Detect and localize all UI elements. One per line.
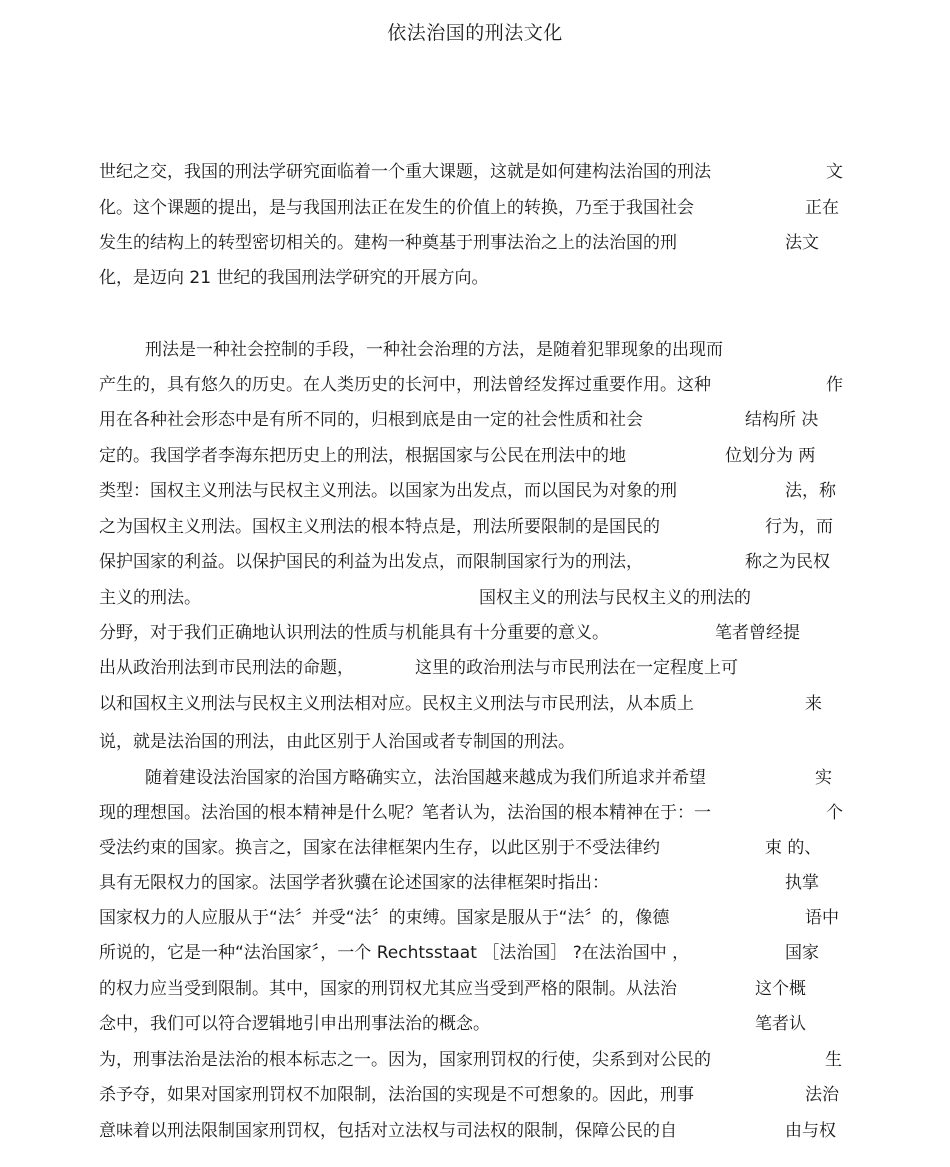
text-line bbox=[99, 1083, 843, 1107]
line-text: 的权力应当受到限制。其中，国家的刑罚权尤其应当受到严格的限制。从法治 bbox=[99, 979, 677, 999]
line-text: 具有无限权力的国家。法国学者狄骥在论述国家的法律框架时指出： bbox=[99, 873, 609, 893]
line-text: 以和国权主义刑法与民权主义刑法相对应。民权主义刑法与市民刑法，从本质上 bbox=[99, 694, 694, 714]
line-text: 主义的刑法。 bbox=[99, 588, 201, 608]
line-text-tail: 作 bbox=[826, 375, 843, 395]
line-text-tail: 笔者曾经提 bbox=[715, 623, 800, 643]
line-text-tail: 称之为民权 bbox=[745, 552, 830, 572]
line-text-tail: 法，称 bbox=[785, 481, 836, 501]
line-text: 现的理想国。法治国的根本精神是什么呢？笔者认为，法治国的根本精神在于：一 bbox=[99, 803, 711, 823]
text-line bbox=[99, 871, 843, 895]
line-text: 类型：国权主义刑法与民权主义刑法。以国家为出发点，而以国民为对象的刑 bbox=[99, 481, 677, 501]
text-line bbox=[99, 444, 843, 468]
line-text: 意味着以刑法限制国家刑罚权，包括对立法权与司法权的限制，保障公民的自 bbox=[99, 1121, 677, 1141]
line-text-tail: 生 bbox=[825, 1050, 842, 1070]
text-line bbox=[99, 801, 843, 825]
line-text-tail: 笔者认 bbox=[755, 1014, 806, 1034]
line-text: 国家权力的人应服从于“法〞并受“法〞的束缚。国家是服从于“法〞的，像德 bbox=[99, 908, 670, 928]
line-text: 化。这个课题的提出，是与我国刑法正在发生的价值上的转换，乃至于我国社会 bbox=[99, 198, 694, 218]
line-text-tail: 结构所 决 bbox=[745, 410, 819, 430]
line-text: 保护国家的利益。以保护国民的利益为出发点，而限制国家行为的刑法， bbox=[99, 552, 643, 572]
text-line bbox=[99, 766, 843, 790]
line-text-tail: 执掌 bbox=[785, 873, 819, 893]
line-text-tail: 国权主义的刑法与民权主义的刑法的 bbox=[479, 588, 751, 608]
line-text: 之为国权主义刑法。国权主义刑法的根本特点是，刑法所要限制的是国民的 bbox=[99, 517, 660, 537]
line-text-tail: 国家 bbox=[785, 943, 819, 963]
line-text-tail: 来 bbox=[805, 694, 822, 714]
text-line bbox=[99, 1119, 843, 1143]
line-text: 受法约束的国家。换言之，国家在法律框架内生存，以此区别于不受法律约 bbox=[99, 838, 660, 858]
text-line bbox=[99, 941, 843, 965]
text-line bbox=[99, 550, 843, 574]
document-title: 依法治国的刑法文化 bbox=[387, 22, 563, 44]
line-text-tail: 这里的政治刑法与市民刑法在一定程度上可 bbox=[415, 658, 738, 678]
line-text-tail: 实 bbox=[815, 768, 832, 788]
text-line bbox=[99, 1012, 843, 1036]
text-line bbox=[99, 266, 843, 290]
text-line bbox=[99, 836, 843, 860]
line-text: 念中，我们可以符合逻辑地引申出刑事法治的概念。 bbox=[99, 1014, 490, 1034]
line-text: 世纪之交，我国的刑法学研究面临着一个重大课题，这就是如何建构法治国的刑法 bbox=[99, 162, 711, 182]
text-line bbox=[99, 515, 843, 539]
line-text: 发生的结构上的转型密切相关的。建构一种奠基于刑事法治之上的法治国的刑 bbox=[99, 233, 677, 253]
line-text-tail: 位划分为 两 bbox=[725, 446, 816, 466]
text-line bbox=[99, 656, 843, 680]
text-line bbox=[99, 977, 843, 1001]
text-line bbox=[99, 160, 843, 184]
text-line bbox=[99, 196, 843, 220]
line-text: 产生的，具有悠久的历史。在人类历史的长河中，刑法曾经发挥过重要作用。这种 bbox=[99, 375, 711, 395]
text-line bbox=[99, 692, 843, 716]
text-line bbox=[99, 906, 843, 930]
line-text: 定的。我国学者李海东把历史上的刑法，根据国家与公民在刑法中的地 bbox=[99, 446, 626, 466]
line-text-tail: 法文 bbox=[785, 233, 819, 253]
text-line bbox=[99, 621, 843, 645]
line-text-tail: 文 bbox=[826, 162, 843, 182]
line-text-tail: 束 的、 bbox=[765, 838, 822, 858]
line-text-tail: 这个概 bbox=[755, 979, 806, 999]
line-text-tail: 法治 bbox=[805, 1085, 839, 1105]
text-line bbox=[99, 586, 843, 610]
text-line bbox=[99, 408, 843, 432]
text-line bbox=[99, 1048, 843, 1072]
line-text: 杀予夺，如果对国家刑罚权不加限制，法治国的实现是不可想象的。因此，刑事 bbox=[99, 1085, 694, 1105]
text-line bbox=[99, 730, 843, 754]
line-text: 化，是迈向 21 世纪的我国刑法学研究的开展方向。 bbox=[99, 268, 489, 288]
line-text: 分野，对于我们正确地认识刑法的性质与机能具有十分重要的意义。 bbox=[99, 623, 609, 643]
line-text-tail: 正在 bbox=[805, 198, 839, 218]
line-text: 说，就是法治国的刑法，由此区别于人治国或者专制国的刑法。 bbox=[99, 732, 575, 752]
line-text: 刑法是一种社会控制的手段，一种社会治理的方法，是随着犯罪现象的出现而 bbox=[145, 340, 723, 360]
text-line bbox=[99, 373, 843, 397]
line-text-tail: 行为，而 bbox=[765, 517, 833, 537]
text-line bbox=[99, 338, 843, 362]
line-text-tail: 语中 bbox=[805, 908, 839, 928]
line-text: 为，刑事法治是法治的根本标志之一。因为，国家刑罚权的行使，尖系到对公民的 bbox=[99, 1050, 711, 1070]
line-text-tail: 由与权 bbox=[785, 1121, 836, 1141]
line-text: 用在各种社会形态中是有所不同的，归根到底是由一定的社会性质和社会 bbox=[99, 410, 643, 430]
line-text: 所说的，它是一种“法治国家〞，一个 Rechtsstaat ［法治国］ ?在法治国中 ， bbox=[99, 943, 690, 963]
line-text: 随着建设法治国家的治国方略确实立，法治国越来越成为我们所追求并希望 bbox=[145, 768, 706, 788]
text-line bbox=[99, 231, 843, 255]
text-line bbox=[99, 479, 843, 503]
line-text-tail: 个 bbox=[826, 803, 843, 823]
line-text: 出从政治刑法到市民刑法的命题， bbox=[99, 658, 354, 678]
